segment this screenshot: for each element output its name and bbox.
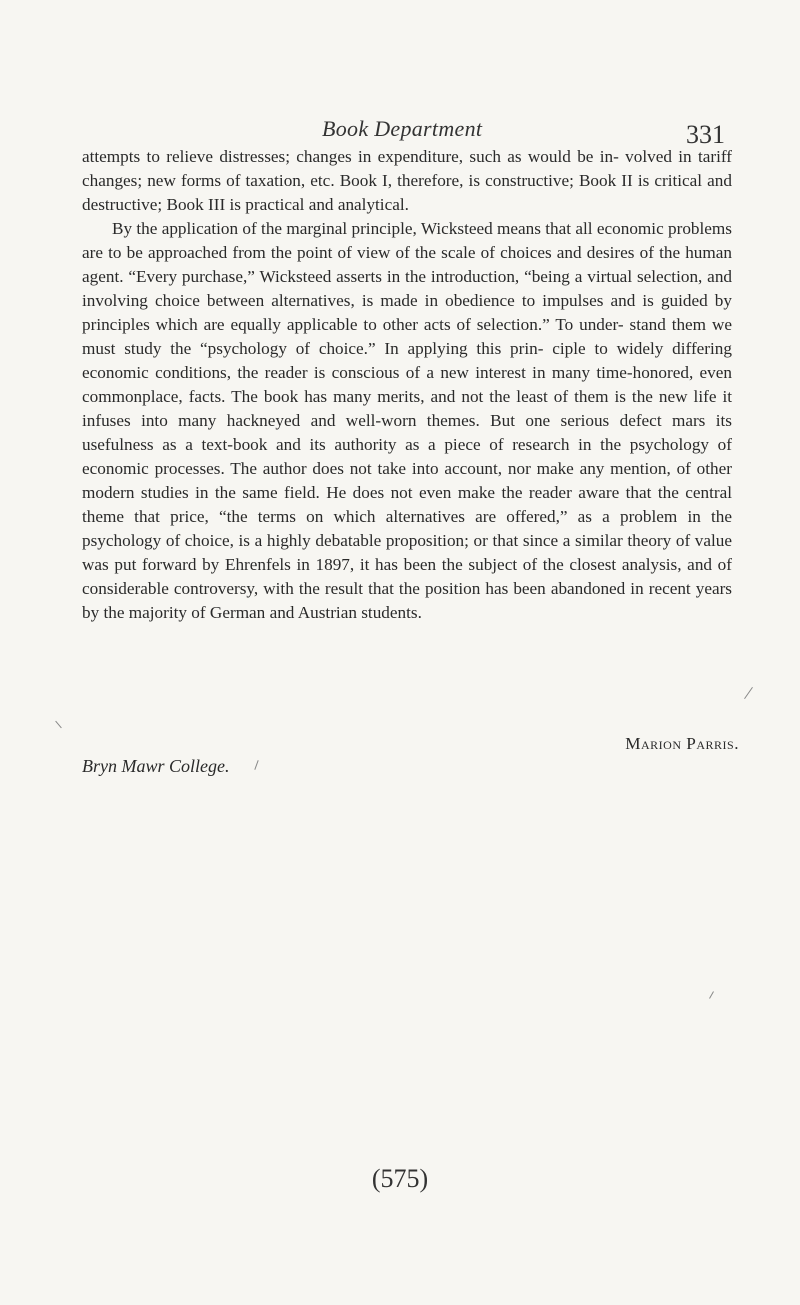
- author-signature: Marion Parris.: [625, 734, 739, 753]
- scan-speck: [709, 991, 714, 998]
- scan-speck: [744, 687, 753, 699]
- article-body: [82, 145, 732, 625]
- scan-speck: [254, 760, 258, 770]
- footer-page-number: (575): [371, 1164, 429, 1193]
- running-title: Book Department: [322, 116, 483, 141]
- author-affiliation: Bryn Mawr College.: [82, 756, 230, 776]
- scan-speck: [55, 721, 62, 729]
- paragraph: attempts to relieve distresses; changes in expenditure, such as would be in- volved in tariff changes; new forms of taxation, etc. Book I, therefore, is constructive; Book II is critical and destructive; Book III is practical and analytical.: [82, 147, 732, 214]
- paragraph: By the application of the marginal principle, Wicksteed means that all economic problems are to be approached from the point of view of the scale of choices and desires of the human agent. “Every purchase,” Wicksteed asserts in the introduction, “being a virtual selection, and involving choice between alternatives, is made in obedience to impulses and is guided by principles which are equally applicable to other acts of selection.” To under- stand them we must study the “psychology of choice.” In applying this prin- ciple to widely differing economic conditions, the reader is conscious of a new interest in many time-honored, even commonplace, facts. The book has many merits, and not the least of them is the new life it infuses into many hackneyed and well-worn themes. But one serious defect mars its usefulness as a text-book and its authority as a piece of research in the psychology of economic processes. The author does not take into account, nor make any mention, of other modern studies in the same field. He does not even make the reader aware that the central theme that price, “the terms on which alternatives are offered,” as a problem in the psychology of choice, is a highly debatable proposition; or that since a similar theory of value was put forward by Ehrenfels in 1897, it has been the subject of the closest analysis, and of considerable controversy, with the result that the position has been abandoned in recent years by the majority of German and Austrian students.: [82, 219, 732, 622]
- page-number: 331: [686, 120, 725, 149]
